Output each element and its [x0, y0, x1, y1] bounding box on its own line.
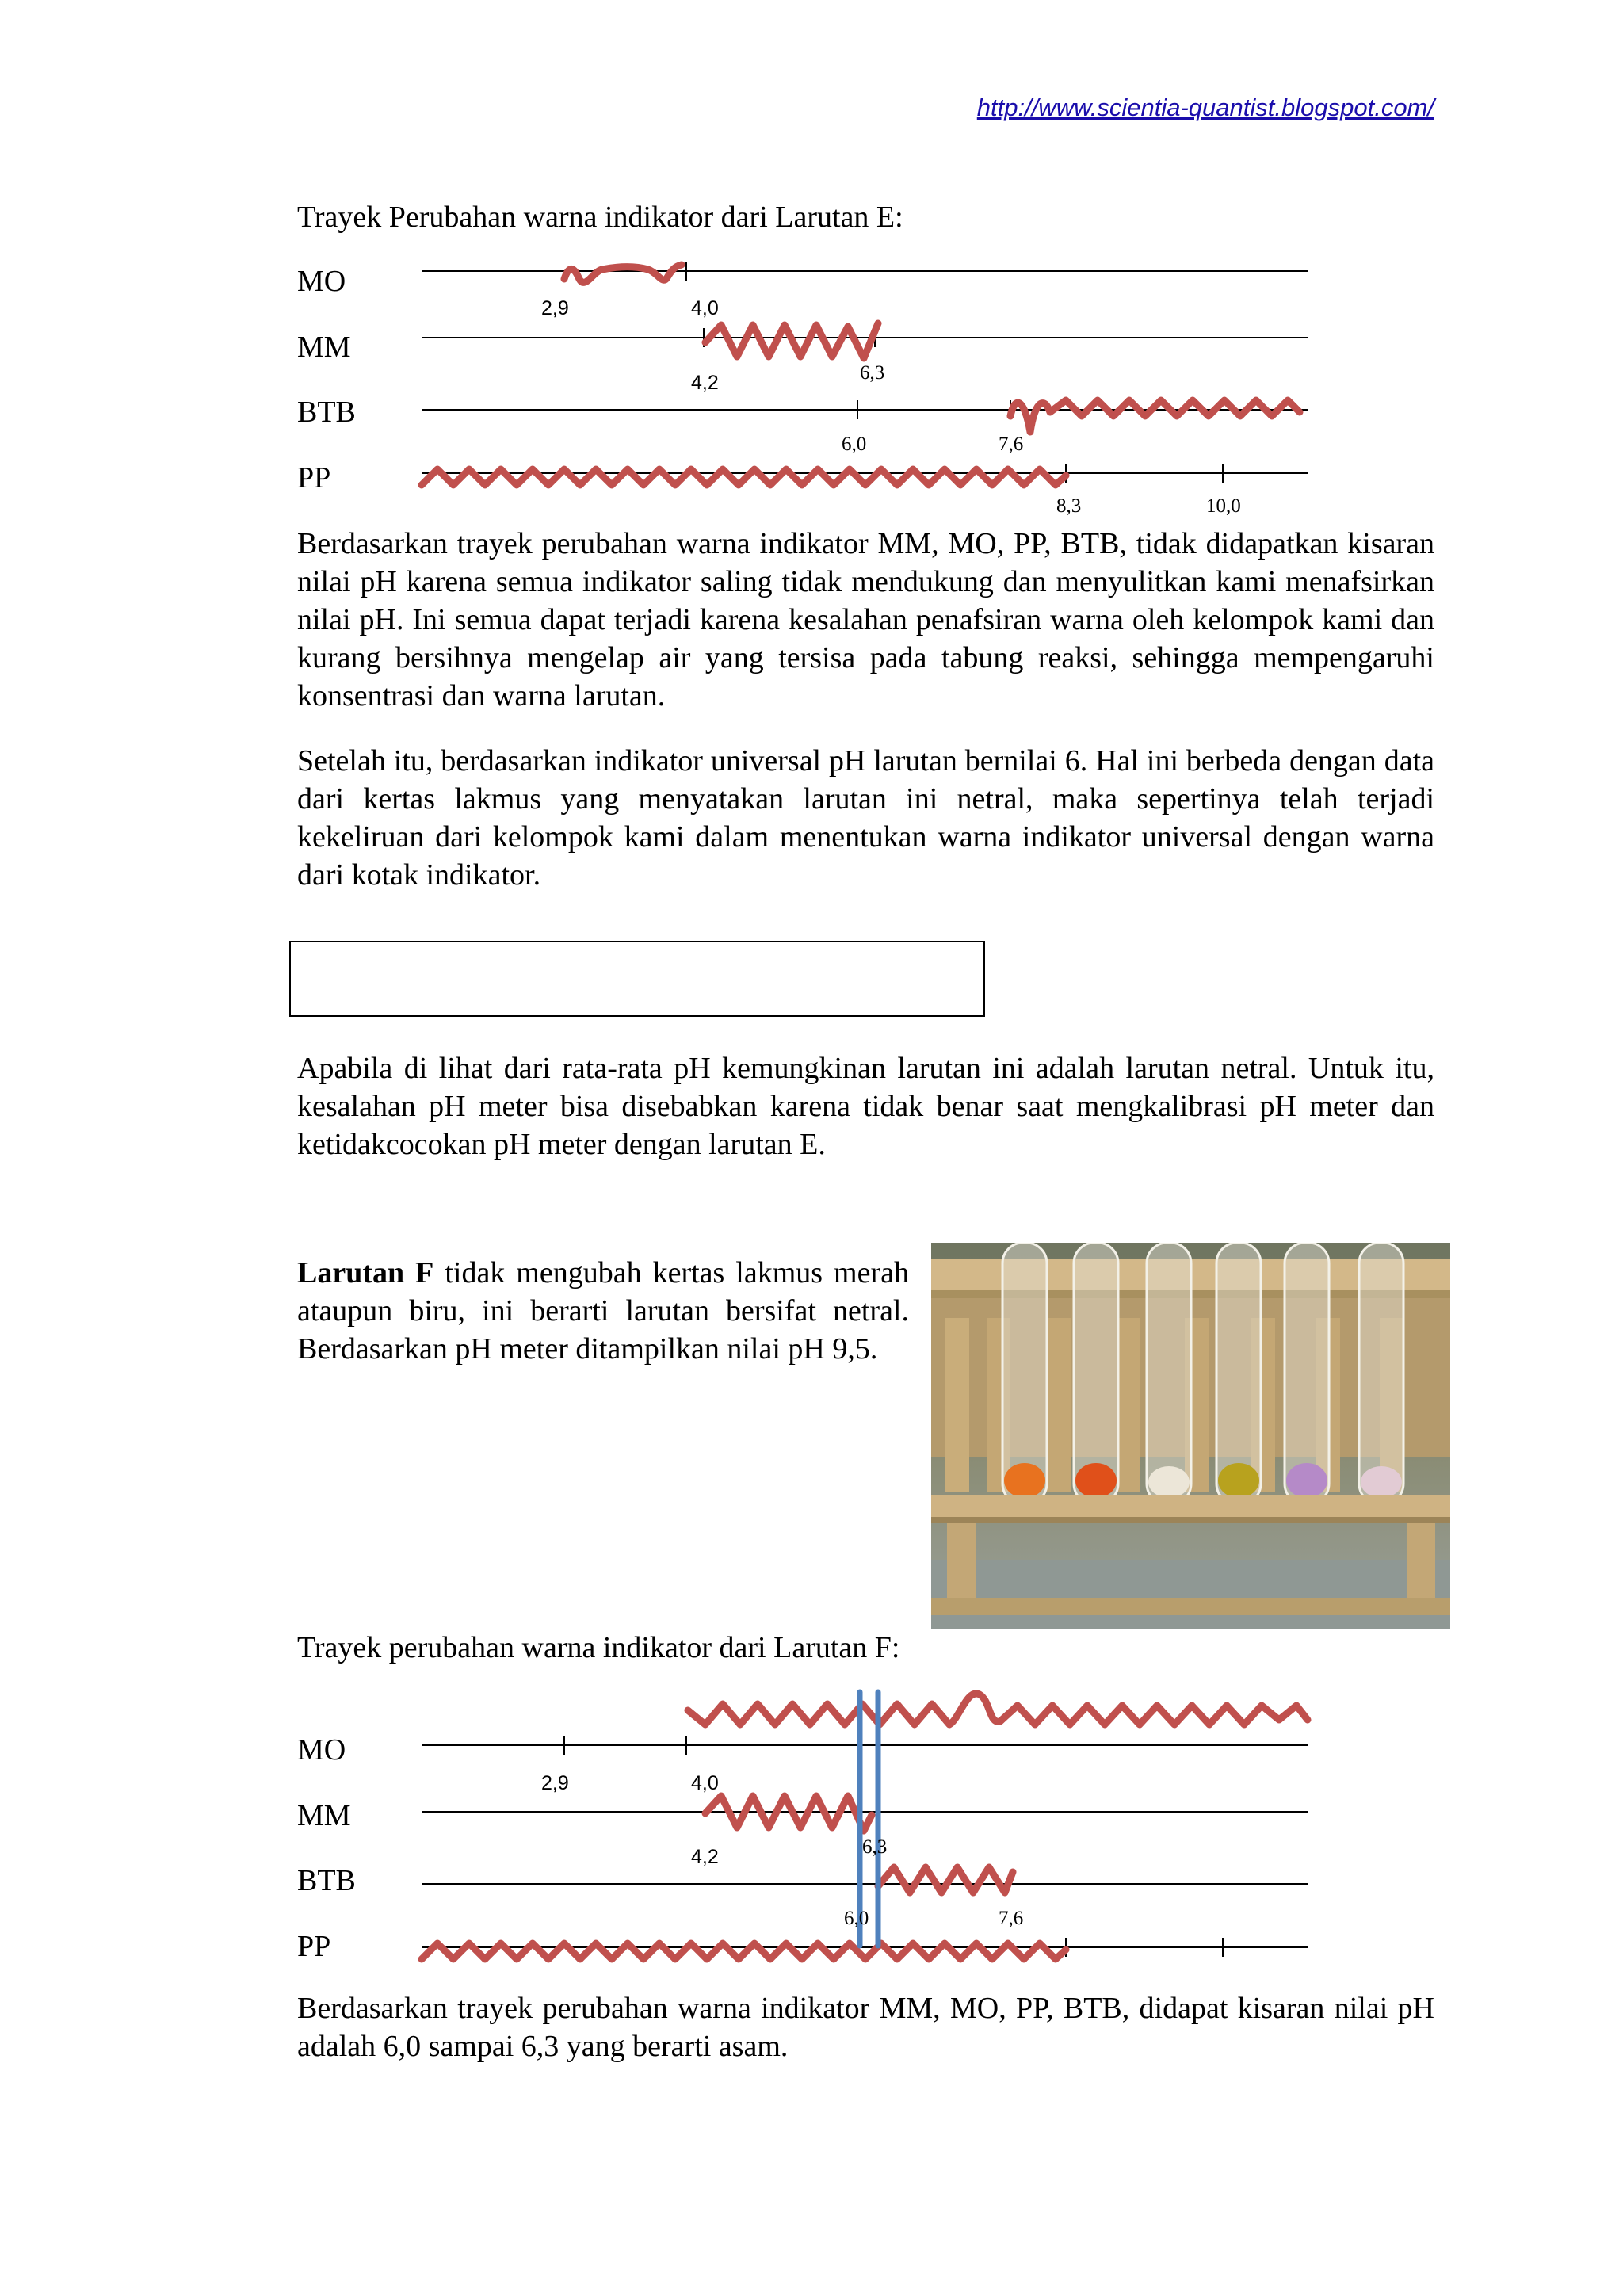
row-label-btb: BTB — [297, 395, 356, 429]
tick-label-mm-6-3: 6,3 — [860, 362, 885, 384]
tick-label-btb-6-0: 6,0 — [842, 434, 867, 455]
wave-btb-e — [1010, 400, 1300, 432]
tick-label-pp-8-3: 8,3 — [1056, 495, 1082, 517]
test-tube-photo — [931, 1243, 1450, 1629]
wave-pp-f — [422, 1943, 1066, 1959]
tick-label-mo-4-0-f: 4,0 — [691, 1772, 719, 1794]
section-e-heading: Trayek Perubahan warna indikator dari Larutan E: — [297, 201, 903, 234]
wave-mm-e — [705, 323, 878, 358]
row-label-mm: MM — [297, 330, 351, 364]
wave-btb-f — [878, 1867, 1013, 1893]
tick-label-btb-6-0-f: 6,0 — [844, 1908, 869, 1929]
row-label-pp: PP — [297, 461, 331, 495]
liquid-2 — [1075, 1463, 1117, 1498]
paragraph-e-1: Berdasarkan trayek perubahan warna indikator MM, MO, PP, BTB, tidak didapatkan kisaran nilai pH karena semua indikator saling tidak mendukung dan menyulitkan kami menafsirkan nilai pH. Ini semua dapat terjadi karena kesalahan penafsiran warna oleh kelompok kami dan kurang bersihnya mengelap air yang tersisa pada tabung reaksi, sehingga mempengaruhi konsentrasi dan warna larutan. — [297, 527, 1434, 712]
row-label-mo-f: MO — [297, 1733, 346, 1767]
empty-box — [289, 941, 985, 1017]
liquid-6 — [1361, 1466, 1402, 1498]
tick-label-mo-4-0: 4,0 — [691, 297, 719, 319]
row-label-btb-f: BTB — [297, 1864, 356, 1897]
larutan-f-text: tidak mengubah kertas lakmus merah ataupun biru, ini berarti larutan bersifat netral. Berdasarkan pH meter ditampilkan nilai pH 9,5. — [297, 1256, 909, 1366]
section-f-heading: Trayek perubahan warna indikator dari Larutan F: — [297, 1631, 900, 1664]
tick-label-mo-2-9-f: 2,9 — [541, 1772, 569, 1794]
liquid-4 — [1218, 1463, 1259, 1498]
test-tube-3 — [1147, 1243, 1191, 1504]
row-label-mo: MO — [297, 265, 346, 298]
wave-pp-e — [422, 469, 1066, 485]
tick-label-btb-7-6-f: 7,6 — [999, 1908, 1024, 1929]
liquid-5 — [1286, 1463, 1327, 1498]
liquid-1 — [1004, 1463, 1045, 1498]
tick-label-mm-4-2-f: 4,2 — [691, 1846, 719, 1868]
larutan-f-title: Larutan F — [297, 1256, 434, 1289]
wave-mo-e — [564, 265, 682, 282]
wave-mo-f — [688, 1694, 1308, 1725]
test-tube-6 — [1359, 1243, 1403, 1504]
conclusion-f: Berdasarkan trayek perubahan warna indikator MM, MO, PP, BTB, didapat kisaran nilai pH adalah 6,0 sampai 6,3 yang berarti asam. — [297, 1992, 1434, 2063]
tick-label-mm-4-2: 4,2 — [691, 372, 719, 394]
larutan-f-intro — [297, 1254, 909, 1368]
blog-url-link[interactable]: http://www.scientia-quantist.blogspot.com/ — [976, 94, 1434, 121]
liquid-3 — [1148, 1466, 1190, 1498]
tick-label-btb-7-6: 7,6 — [999, 434, 1024, 455]
ph-range-diagram-f — [0, 1664, 1623, 2140]
paragraph-e-3: Apabila di lihat dari rata-rata pH kemungkinan larutan ini adalah larutan netral. Untuk itu, kesalahan pH meter bisa disebabkan karena tidak benar saat mengkalibrasi pH meter dan ketidakcocokan pH meter dengan larutan E. — [297, 1052, 1434, 1161]
tick-label-mo-2-9: 2,9 — [541, 297, 569, 319]
tick-label-pp-10-0: 10,0 — [1206, 495, 1241, 517]
row-label-pp-f: PP — [297, 1930, 331, 1963]
paragraph-e-2: Setelah itu, berdasarkan indikator universal pH larutan bernilai 6. Hal ini berbeda dengan data dari kertas lakmus yang menyatakan larutan ini netral, maka sepertinya telah terjadi kekeliruan dari kelompok kami dalam menentukan warna indikator universal dengan warna dari kotak indikator. — [297, 744, 1434, 892]
ph-range-diagram-e — [0, 0, 1623, 555]
row-label-mm-f: MM — [297, 1799, 351, 1832]
tick-label-mm-6-3-f: 6,3 — [862, 1836, 888, 1858]
wave-mm-f — [705, 1796, 872, 1831]
